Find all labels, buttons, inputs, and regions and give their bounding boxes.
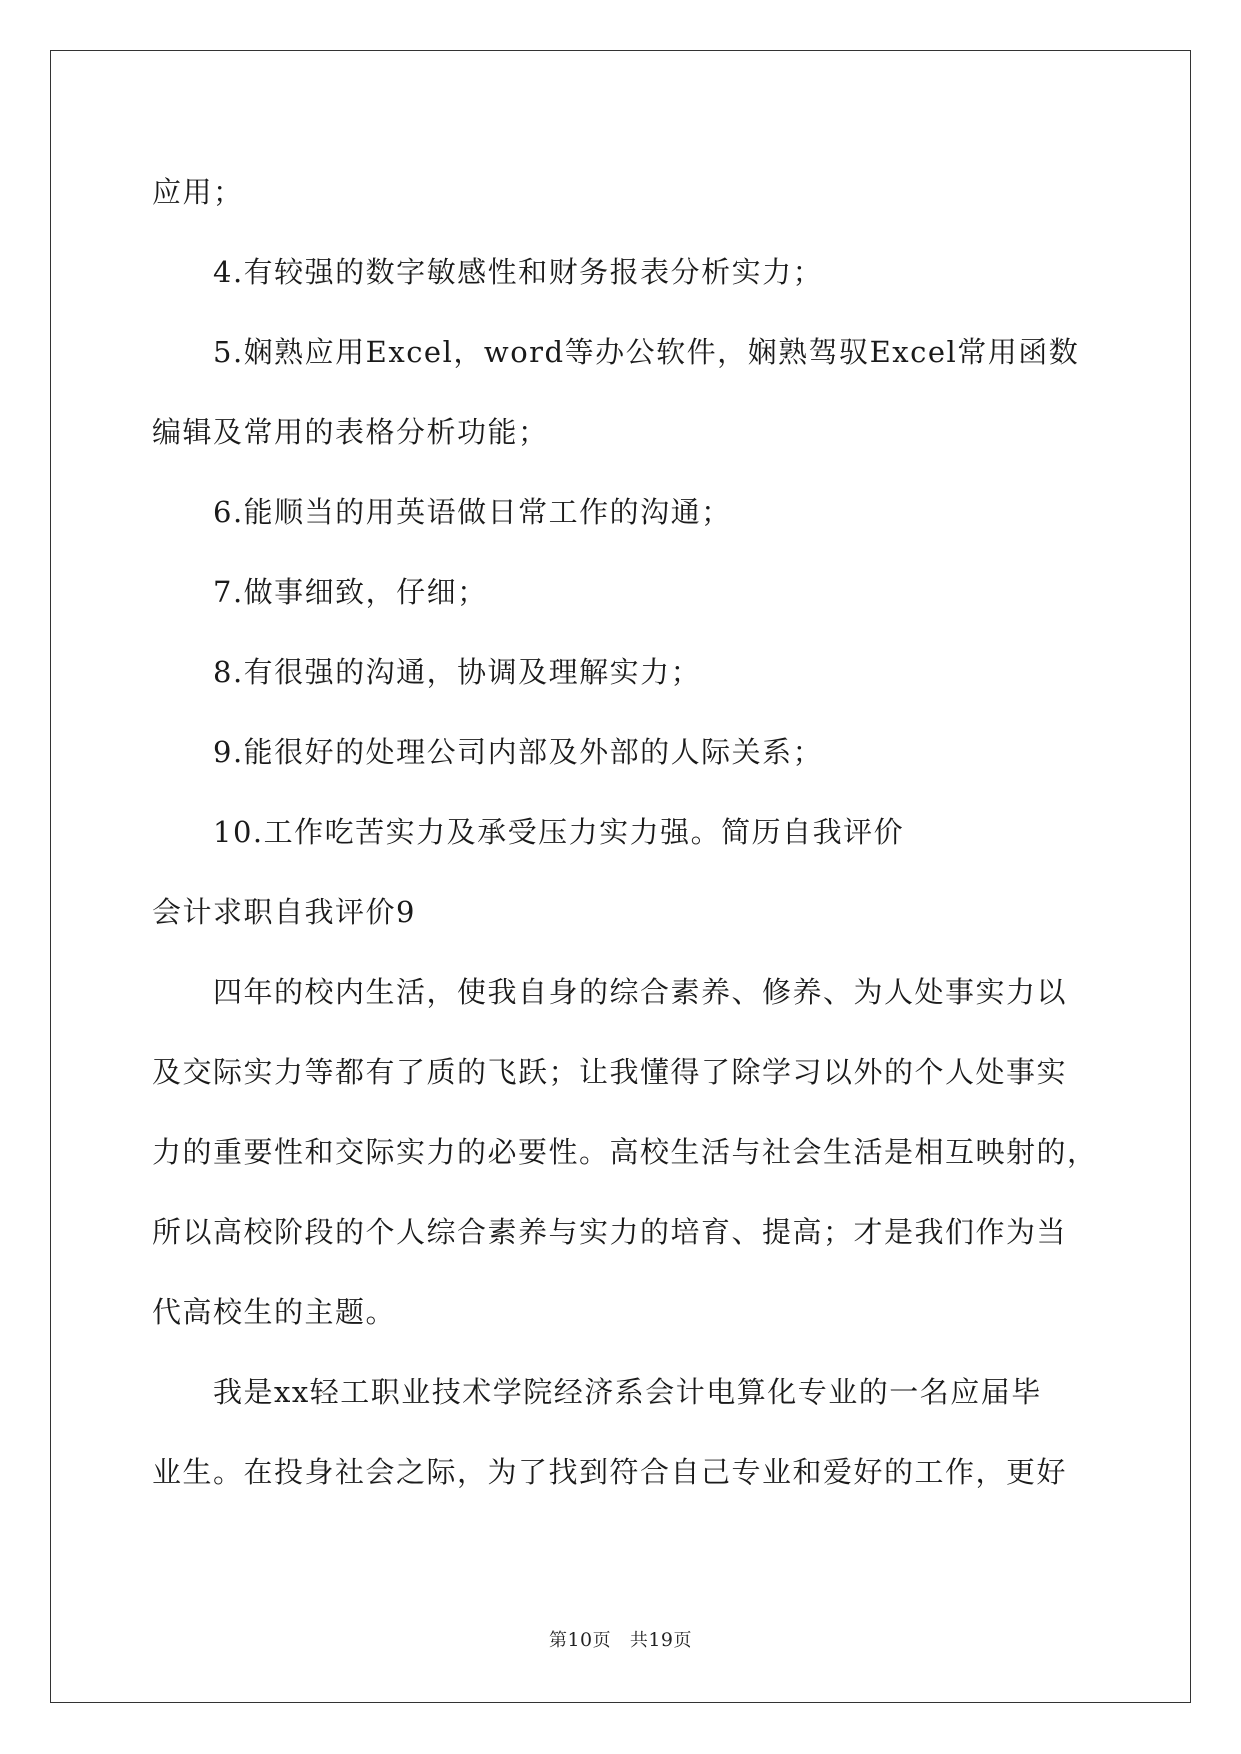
page-number: 10 [567,1629,593,1651]
total-pages: 19 [648,1629,674,1651]
text-line: 7.做事细致，仔细； [213,575,488,609]
text-line: 4.有较强的数字敏感性和财务报表分析实力； [213,255,824,289]
text-line: 所以高校阶段的个人综合素养与实力的培育、提高；才是我们作为当 [152,1215,1068,1249]
text-line: 四年的校内生活，使我自身的综合素养、修养、为人处事实力以 [213,975,1068,1009]
text-line: 编辑及常用的表格分析功能； [152,415,549,449]
total-suffix: 页 [673,1630,693,1651]
text-line: 5.娴熟应用Excel，word等办公软件，娴熟驾驭Excel常用函数 [213,335,1080,369]
text-line: 力的重要性和交际实力的必要性。高校生活与社会生活是相互映射的， [152,1135,1098,1169]
total-prefix: 共 [629,1630,649,1651]
section-heading: 会计求职自我评价9 [152,895,416,929]
text-line: 9.能很好的处理公司内部及外部的人际关系； [213,735,824,769]
text-line: 代高校生的主题。 [152,1295,397,1329]
text-line: 10.工作吃苦实力及承受压力实力强。简历自我评价 [213,815,905,849]
text-line: 8.有很强的沟通，协调及理解实力； [213,655,702,689]
text-line: 我是xx轻工职业技术学院经济系会计电算化专业的一名应届毕 [213,1375,1042,1409]
page-footer [0,1628,1241,1653]
text-line: 应用； [152,175,244,209]
text-line: 及交际实力等都有了质的飞跃；让我懂得了除学习以外的个人处事实 [152,1055,1068,1089]
text-line: 6.能顺当的用英语做日常工作的沟通； [213,495,732,529]
page-prefix: 第 [548,1630,568,1651]
text-line: 业生。在投身社会之际，为了找到符合自己专业和爱好的工作，更好 [152,1455,1068,1489]
page-suffix: 页 [592,1630,612,1651]
